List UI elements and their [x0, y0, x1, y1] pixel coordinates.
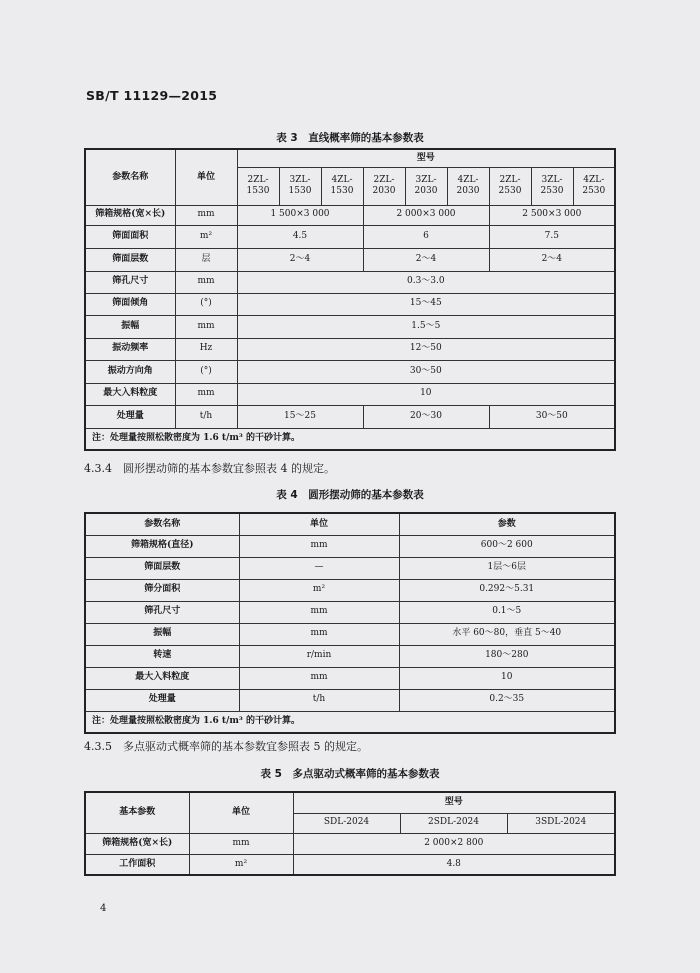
table-row: 振幅 mm 1.5～5 — [85, 315, 615, 338]
table-row: 筛箱规格(直径) mm 600～2 600 — [85, 535, 615, 557]
document-code: SB/T 11129—2015 — [86, 88, 218, 103]
table-row: 振幅 mm 水平 60～80，垂直 5～40 — [85, 623, 615, 645]
table4-header-param: 参数名称 — [85, 513, 239, 535]
table5-model: 2SDL-2024 — [400, 813, 507, 833]
table3 — [84, 148, 616, 451]
table-row: 筛面倾角 (°) 15～45 — [85, 293, 615, 315]
table3-model: 2ZL-2530 — [489, 167, 531, 205]
table4-note: 注：处理量按照松散密度为 1.6 t/m³ 的干砂计算。 — [85, 711, 615, 733]
table3-model: 4ZL-2530 — [573, 167, 615, 205]
table4-header-value: 参数 — [399, 513, 615, 535]
table5-header-param: 基本参数 — [85, 792, 189, 833]
table-row: 筛箱规格(宽×长) mm 2 000×2 800 — [85, 833, 615, 854]
table-row: 筛孔尺寸 mm 0.1～5 — [85, 601, 615, 623]
table-row: 筛分面积 m² 0.292～5.31 — [85, 579, 615, 601]
table-row: 工作面积 m² 4.8 — [85, 854, 615, 875]
clause-4-3-5: 4.3.5 多点驱动式概率筛的基本参数宜参照表 5 的规定。 — [84, 740, 368, 753]
table3-header-model: 型号 — [237, 149, 615, 167]
table3-model: 3ZL-2530 — [531, 167, 573, 205]
table-row: 振动方向角 (°) 30～50 — [85, 360, 615, 383]
table3-caption: 表 3 直线概率筛的基本参数表 — [276, 132, 424, 144]
table-row: 最大入料粒度 mm 10 — [85, 667, 615, 689]
table-row: 筛面层数 — 1层～6层 — [85, 557, 615, 579]
table3-header-param: 参数名称 — [85, 149, 175, 205]
table3-header-unit: 单位 — [175, 149, 237, 205]
table-row: 最大入料粒度 mm 10 — [85, 383, 615, 405]
table-row: 转速 r/min 180～280 — [85, 645, 615, 667]
clause-4-3-4: 4.3.4 圆形摆动筛的基本参数宜参照表 4 的规定。 — [84, 462, 335, 475]
table4-caption: 表 4 圆形摆动筛的基本参数表 — [276, 489, 424, 501]
table5-caption: 表 5 多点驱动式概率筛的基本参数表 — [260, 768, 440, 780]
table3-model: 2ZL-2030 — [363, 167, 405, 205]
table5 — [84, 791, 616, 876]
table-row: 筛面层数 层 2～4 2～4 2～4 — [85, 248, 615, 271]
table3-model: 4ZL-1530 — [321, 167, 363, 205]
table4 — [84, 512, 616, 734]
table5-model: SDL-2024 — [293, 813, 400, 833]
table3-model: 2ZL-1530 — [237, 167, 279, 205]
table5-model: 3SDL-2024 — [507, 813, 615, 833]
table-row: 筛箱规格(宽×长) mm 1 500×3 000 2 000×3 000 2 500×3 000 — [85, 205, 615, 225]
table-row: 筛面面积 m² 4.5 6 7.5 — [85, 225, 615, 248]
page-number: 4 — [100, 903, 107, 914]
table3-model: 4ZL-2030 — [447, 167, 489, 205]
table3-model: 3ZL-1530 — [279, 167, 321, 205]
table-row: 处理量 t/h 0.2～35 — [85, 689, 615, 711]
table-row: 筛孔尺寸 mm 0.3～3.0 — [85, 271, 615, 293]
table3-model: 3ZL-2030 — [405, 167, 447, 205]
table4-header-unit: 单位 — [239, 513, 399, 535]
table5-header-unit: 单位 — [189, 792, 293, 833]
table3-note: 注：处理量按照松散密度为 1.6 t/m³ 的干砂计算。 — [85, 428, 615, 450]
table-row: 振动频率 Hz 12～50 — [85, 338, 615, 360]
table-row: 处理量 t/h 15～25 20～30 30～50 — [85, 405, 615, 428]
table5-header-model: 型号 — [293, 792, 615, 813]
